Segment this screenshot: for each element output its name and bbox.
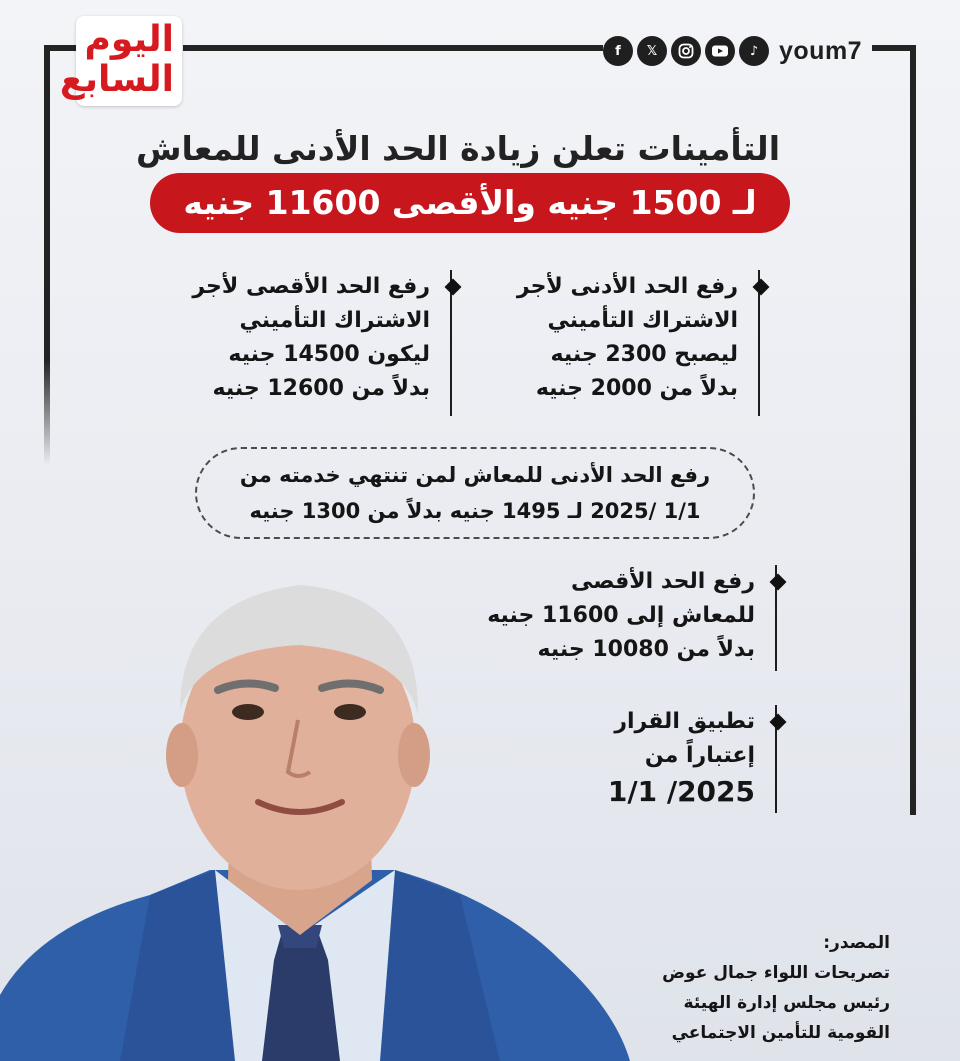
point-text: للمعاش إلى 11600 جنيه bbox=[487, 603, 755, 628]
point-text: الاشتراك التأميني bbox=[547, 308, 738, 333]
source-text: رئيس مجلس إدارة الهيئة bbox=[683, 993, 890, 1013]
x-icon[interactable]: 𝕏 bbox=[637, 36, 667, 66]
point-text: الاشتراك التأميني bbox=[239, 308, 430, 333]
point-text: رفع الحد الأدنى للمعاش لمن تنتهي خدمته من bbox=[239, 463, 711, 487]
point-min-contribution bbox=[450, 270, 760, 416]
instagram-icon[interactable] bbox=[671, 36, 701, 66]
source-text: القومية للتأمين الاجتماعي bbox=[671, 1023, 890, 1043]
effective-date: 2025/ 1/1 bbox=[607, 775, 755, 808]
social-links bbox=[603, 34, 862, 68]
diamond-bullet-icon bbox=[770, 714, 787, 731]
logo-text-line2: السابع bbox=[59, 59, 174, 100]
frame-line bbox=[44, 45, 50, 465]
frame-line bbox=[910, 45, 916, 815]
headline-highlight: لـ 1500 جنيه والأقصى 11600 جنيه bbox=[150, 173, 790, 233]
youtube-icon[interactable] bbox=[705, 36, 735, 66]
point-min-pension bbox=[195, 447, 755, 539]
site-name[interactable]: youm7 bbox=[779, 36, 863, 65]
diamond-bullet-icon bbox=[770, 574, 787, 591]
point-text: بدلاً من 10080 جنيه bbox=[537, 637, 755, 662]
source-text: تصريحات اللواء جمال عوض bbox=[662, 963, 890, 983]
facebook-icon[interactable]: f bbox=[603, 36, 633, 66]
site-logo[interactable] bbox=[59, 16, 182, 106]
source-label: المصدر: bbox=[823, 933, 890, 953]
point-text: بدلاً من 12600 جنيه bbox=[212, 376, 430, 401]
point-text: تطبيق القرار bbox=[614, 709, 755, 734]
point-text: ليصبح 2300 جنيه bbox=[550, 342, 738, 367]
point-text: رفع الحد الأدنى لأجر bbox=[516, 274, 738, 299]
source-note bbox=[600, 928, 890, 1048]
point-effective-date bbox=[520, 705, 777, 813]
logo-text-line1: اليوم bbox=[84, 19, 174, 60]
diamond-bullet-icon bbox=[753, 279, 770, 296]
point-max-contribution bbox=[100, 270, 452, 416]
point-text: إعتباراً من bbox=[644, 743, 755, 768]
frame-line bbox=[183, 45, 603, 51]
point-text: رفع الحد الأقصى لأجر bbox=[192, 274, 430, 299]
point-text: 1/1 /2025 لـ 1495 جنيه بدلاً من 1300 جنيه bbox=[249, 499, 701, 523]
point-text: رفع الحد الأقصى bbox=[570, 569, 755, 594]
point-text: ليكون 14500 جنيه bbox=[228, 342, 430, 367]
point-max-pension bbox=[460, 565, 777, 671]
headline: التأمينات تعلن زيادة الحد الأدنى للمعاش bbox=[136, 129, 780, 168]
tiktok-icon[interactable]: ♪ bbox=[739, 36, 769, 66]
point-text: بدلاً من 2000 جنيه bbox=[535, 376, 738, 401]
